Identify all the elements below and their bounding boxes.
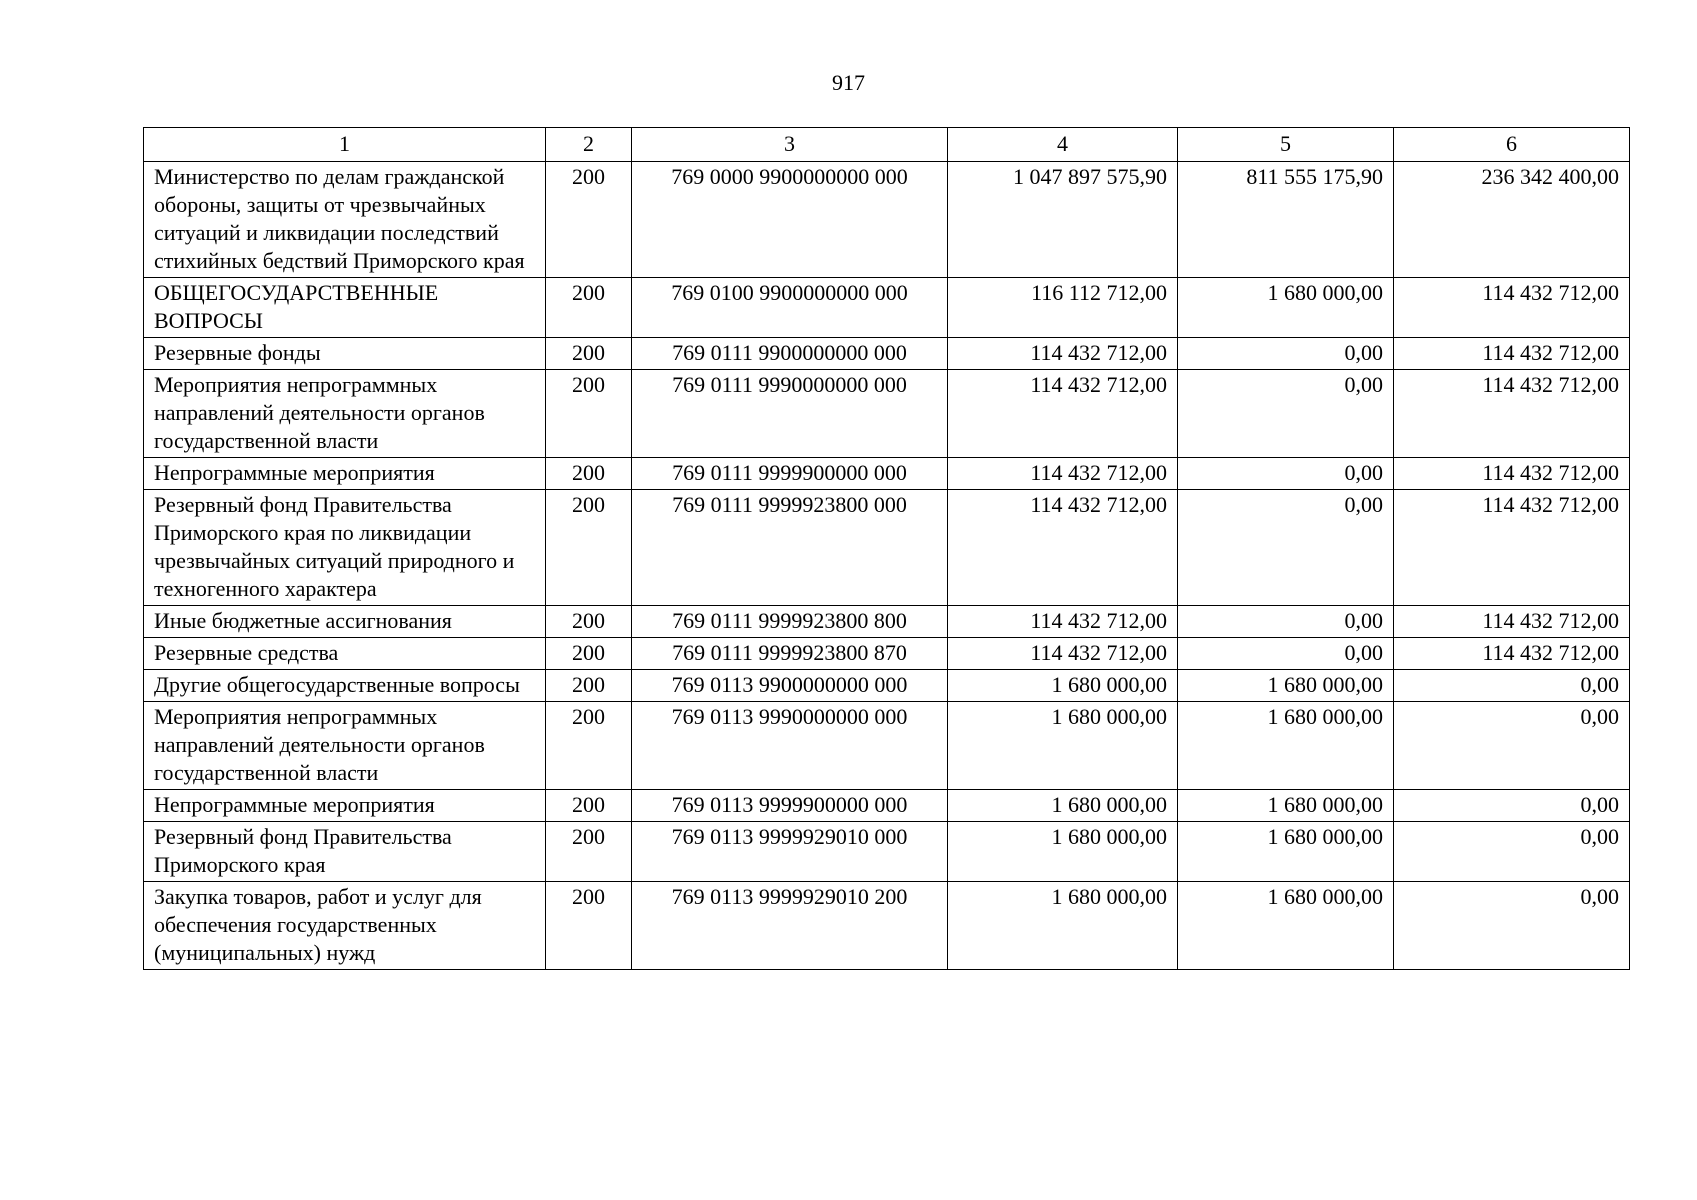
table-row xyxy=(144,278,1630,338)
row-kbk: 769 0111 9999923800 000 xyxy=(632,490,948,606)
table-row xyxy=(144,702,1630,790)
row-code: 200 xyxy=(546,278,632,338)
row-value-5: 0,00 xyxy=(1178,606,1394,638)
row-value-4: 116 112 712,00 xyxy=(948,278,1178,338)
row-value-5: 1 680 000,00 xyxy=(1178,670,1394,702)
row-name: Непрограммные мероприятия xyxy=(144,458,546,490)
table-row xyxy=(144,822,1630,882)
row-value-4: 114 432 712,00 xyxy=(948,458,1178,490)
row-kbk: 769 0111 9999900000 000 xyxy=(632,458,948,490)
row-value-6: 0,00 xyxy=(1394,882,1630,970)
row-code: 200 xyxy=(546,882,632,970)
row-kbk: 769 0113 9990000000 000 xyxy=(632,702,948,790)
row-value-5: 0,00 xyxy=(1178,370,1394,458)
row-kbk: 769 0111 9999923800 870 xyxy=(632,638,948,670)
page-number: 917 xyxy=(832,70,865,95)
table-row xyxy=(144,162,1630,278)
row-code: 200 xyxy=(546,670,632,702)
row-code: 200 xyxy=(546,458,632,490)
row-value-5: 1 680 000,00 xyxy=(1178,790,1394,822)
column-header: 6 xyxy=(1394,128,1630,162)
row-value-5: 0,00 xyxy=(1178,338,1394,370)
row-value-6: 0,00 xyxy=(1394,790,1630,822)
row-code: 200 xyxy=(546,490,632,606)
row-value-4: 114 432 712,00 xyxy=(948,490,1178,606)
row-value-5: 1 680 000,00 xyxy=(1178,882,1394,970)
row-kbk: 769 0113 9900000000 000 xyxy=(632,670,948,702)
table-row xyxy=(144,370,1630,458)
row-code: 200 xyxy=(546,606,632,638)
row-value-6: 114 432 712,00 xyxy=(1394,338,1630,370)
row-name: Резервный фонд Правительства Приморского края по ликвидации чрезвычайных ситуаций природного и техногенного характера xyxy=(144,490,546,606)
row-value-6: 114 432 712,00 xyxy=(1394,638,1630,670)
table-row xyxy=(144,490,1630,606)
row-code: 200 xyxy=(546,790,632,822)
row-value-4: 114 432 712,00 xyxy=(948,338,1178,370)
row-name: Резервные фонды xyxy=(144,338,546,370)
row-code: 200 xyxy=(546,338,632,370)
row-name: Закупка товаров, работ и услуг для обеспечения государственных (муниципальных) нужд xyxy=(144,882,546,970)
table-header-row xyxy=(144,128,1630,162)
row-name: Непрограммные мероприятия xyxy=(144,790,546,822)
row-kbk: 769 0100 9900000000 000 xyxy=(632,278,948,338)
row-value-4: 1 680 000,00 xyxy=(948,882,1178,970)
row-kbk: 769 0111 9900000000 000 xyxy=(632,338,948,370)
row-name: ОБЩЕГОСУДАРСТВЕННЫЕ ВОПРОСЫ xyxy=(144,278,546,338)
column-header: 3 xyxy=(632,128,948,162)
row-value-6: 114 432 712,00 xyxy=(1394,458,1630,490)
column-header: 5 xyxy=(1178,128,1394,162)
row-value-6: 114 432 712,00 xyxy=(1394,490,1630,606)
row-value-4: 1 047 897 575,90 xyxy=(948,162,1178,278)
row-kbk: 769 0113 9999900000 000 xyxy=(632,790,948,822)
column-header: 2 xyxy=(546,128,632,162)
row-value-6: 114 432 712,00 xyxy=(1394,606,1630,638)
row-value-5: 1 680 000,00 xyxy=(1178,702,1394,790)
table-row xyxy=(144,882,1630,970)
row-name: Резервный фонд Правительства Приморского края xyxy=(144,822,546,882)
column-header: 4 xyxy=(948,128,1178,162)
table-row xyxy=(144,458,1630,490)
row-value-6: 114 432 712,00 xyxy=(1394,370,1630,458)
row-kbk: 769 0111 9990000000 000 xyxy=(632,370,948,458)
row-value-5: 0,00 xyxy=(1178,458,1394,490)
row-name: Мероприятия непрограммных направлений деятельности органов государственной власти xyxy=(144,370,546,458)
row-kbk: 769 0113 9999929010 000 xyxy=(632,822,948,882)
row-name: Министерство по делам гражданской обороны, защиты от чрезвычайных ситуаций и ликвидации последствий стихийных бедствий Приморского края xyxy=(144,162,546,278)
row-value-5: 1 680 000,00 xyxy=(1178,278,1394,338)
row-value-6: 114 432 712,00 xyxy=(1394,278,1630,338)
row-value-5: 811 555 175,90 xyxy=(1178,162,1394,278)
row-code: 200 xyxy=(546,162,632,278)
row-kbk: 769 0111 9999923800 800 xyxy=(632,606,948,638)
row-value-4: 1 680 000,00 xyxy=(948,790,1178,822)
table-row xyxy=(144,638,1630,670)
row-code: 200 xyxy=(546,370,632,458)
row-name: Другие общегосударственные вопросы xyxy=(144,670,546,702)
row-name: Мероприятия непрограммных направлений деятельности органов государственной власти xyxy=(144,702,546,790)
row-value-6: 0,00 xyxy=(1394,822,1630,882)
row-value-6: 0,00 xyxy=(1394,702,1630,790)
row-value-6: 0,00 xyxy=(1394,670,1630,702)
row-kbk: 769 0000 9900000000 000 xyxy=(632,162,948,278)
row-code: 200 xyxy=(546,822,632,882)
row-value-4: 114 432 712,00 xyxy=(948,606,1178,638)
row-value-4: 114 432 712,00 xyxy=(948,370,1178,458)
table-row xyxy=(144,338,1630,370)
table-row xyxy=(144,790,1630,822)
row-value-6: 236 342 400,00 xyxy=(1394,162,1630,278)
row-value-4: 1 680 000,00 xyxy=(948,822,1178,882)
row-value-5: 1 680 000,00 xyxy=(1178,822,1394,882)
budget-table xyxy=(143,127,1630,970)
row-value-5: 0,00 xyxy=(1178,638,1394,670)
row-value-4: 1 680 000,00 xyxy=(948,670,1178,702)
column-header: 1 xyxy=(144,128,546,162)
table-row xyxy=(144,670,1630,702)
row-name: Резервные средства xyxy=(144,638,546,670)
row-value-5: 0,00 xyxy=(1178,490,1394,606)
table-row xyxy=(144,606,1630,638)
row-value-4: 1 680 000,00 xyxy=(948,702,1178,790)
row-code: 200 xyxy=(546,702,632,790)
row-value-4: 114 432 712,00 xyxy=(948,638,1178,670)
row-code: 200 xyxy=(546,638,632,670)
row-name: Иные бюджетные ассигнования xyxy=(144,606,546,638)
row-kbk: 769 0113 9999929010 200 xyxy=(632,882,948,970)
